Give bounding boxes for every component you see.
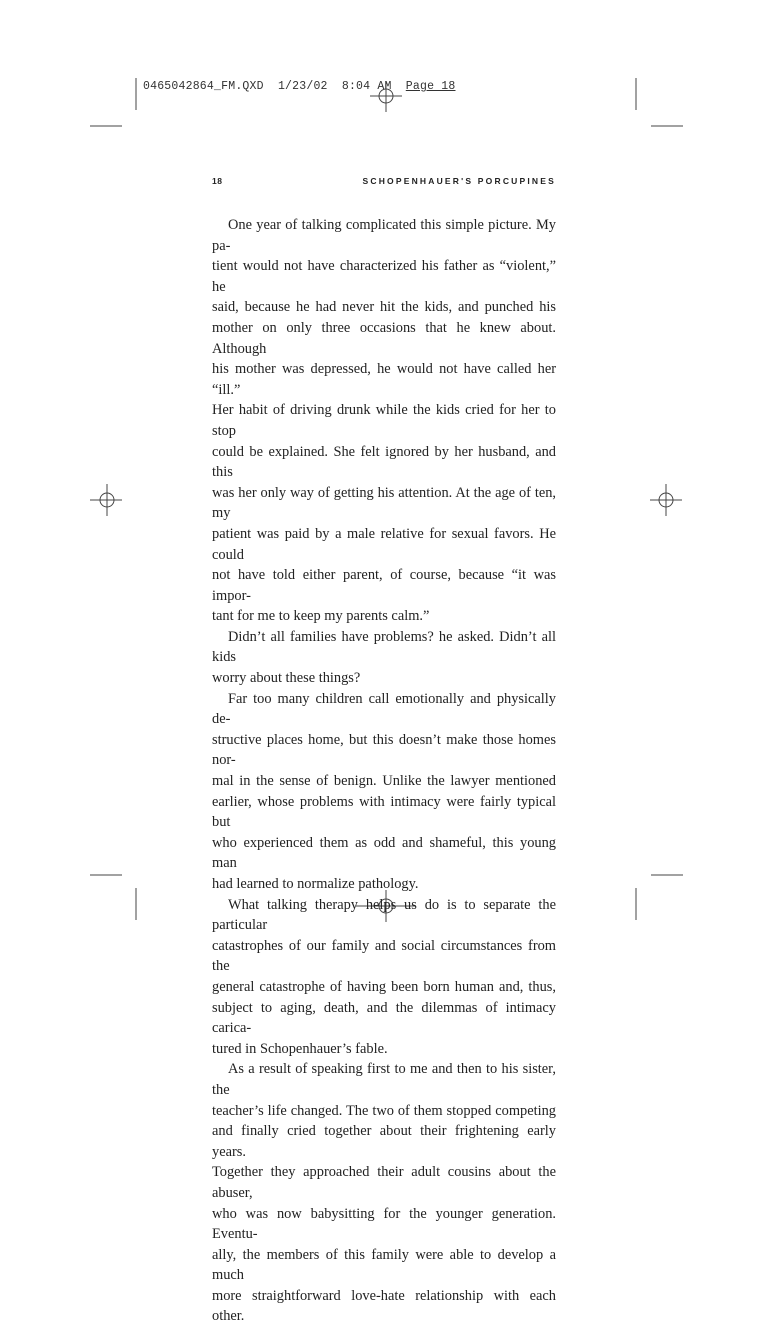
text-line: and finally cried together about their frightening early years. <box>212 1123 556 1160</box>
text-line: teacher’s life changed. The two of them stopped competing <box>212 1102 556 1119</box>
text-line: ally, the members of this family were able to develop a much <box>212 1246 556 1284</box>
text-line: was her only way of getting his attention. At the age of ten, my <box>212 484 556 522</box>
slug-file: 0465042864_FM.QXD <box>143 80 264 93</box>
text-line: tant for me to keep my parents calm.” <box>212 608 430 625</box>
body-text <box>212 215 556 1327</box>
registration-mark-left <box>90 484 122 516</box>
slug-date: 1/23/02 <box>277 80 328 93</box>
text-line: earlier, whose problems with intimacy were fairly typical but <box>212 793 556 831</box>
paragraph <box>212 1059 556 1327</box>
text-line: Together they approached their adult cousins about the abuser, <box>212 1164 556 1201</box>
text-line: What talking therapy helps us do is to separate the particular <box>212 896 556 934</box>
text-line: who experienced them as odd and shameful, this young man <box>212 834 556 872</box>
text-line: One year of talking complicated this simple picture. My pa- <box>212 217 556 254</box>
book-title: SCHOPENHAUER'S PORCUPINES <box>362 176 556 186</box>
text-line: his mother was depressed, he would not have called her “ill.” <box>212 361 556 398</box>
text-line: structive places home, but this doesn’t make those homes nor- <box>212 731 556 769</box>
text-line: tured in Schopenhauer’s fable. <box>212 1040 388 1057</box>
slug-time: 8:04 AM <box>341 80 392 93</box>
text-line: mother on only three occasions that he knew about. Although <box>212 319 556 357</box>
text-line: Far too many children call emotionally and physically de- <box>212 690 556 728</box>
text-line: worry about these things? <box>212 670 361 687</box>
text-line: more straightforward love-hate relationship with each other. <box>212 1287 556 1325</box>
text-line: As a result of speaking first to me and then to his sister, the <box>212 1061 556 1098</box>
paragraph <box>212 627 556 689</box>
paragraph <box>212 215 556 627</box>
slug-page-label: Page 18 <box>405 80 456 93</box>
page-number: 18 <box>212 176 223 186</box>
registration-mark-top <box>370 82 402 112</box>
text-line: Her habit of driving drunk while the kids cried for her to stop <box>212 402 556 439</box>
text-line: patient was paid by a male relative for sexual favors. He could <box>212 525 556 563</box>
text-line: catastrophes of our family and social circumstances from the <box>212 937 556 975</box>
text-line: general catastrophe of having been born human and, thus, <box>212 978 556 995</box>
text-line: Didn’t all families have problems? he asked. Didn’t all kids <box>212 628 556 666</box>
text-line: subject to aging, death, and the dilemmas of intimacy carica- <box>212 999 556 1037</box>
registration-mark-right <box>650 484 682 516</box>
paragraph <box>212 895 556 1060</box>
text-line: could be explained. She felt ignored by her husband, and this <box>212 443 556 481</box>
text-line: said, because he had never hit the kids, and punched his <box>212 299 556 316</box>
paragraph <box>212 689 556 895</box>
text-line: who was now babysitting for the younger generation. Eventu- <box>212 1205 556 1243</box>
text-line: tient would not have characterized his father as “violent,” he <box>212 258 556 295</box>
text-line: not have told either parent, of course, because “it was impor- <box>212 567 556 604</box>
text-line: mal in the sense of benign. Unlike the lawyer mentioned <box>212 773 556 790</box>
text-line: had learned to normalize pathology. <box>212 876 419 892</box>
